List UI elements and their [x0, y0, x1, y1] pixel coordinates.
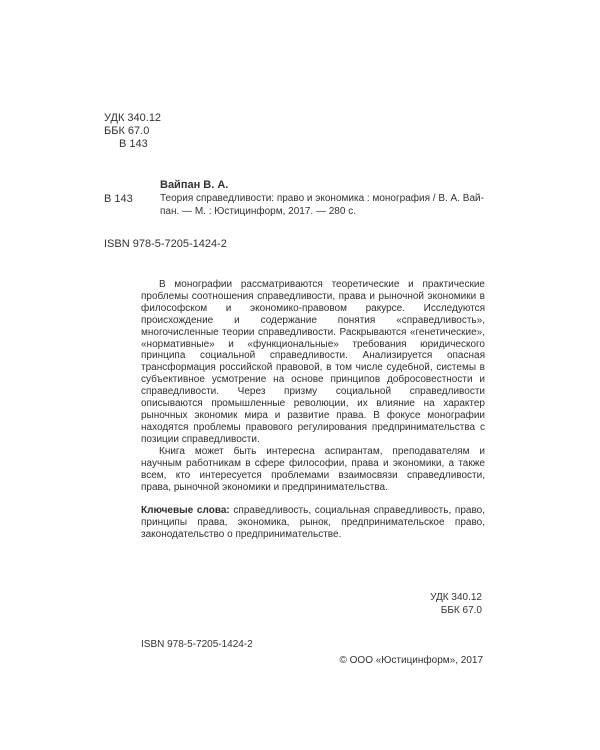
- abstract-paragraph: В монографии рассматриваются теоретические и практические проблемы соотношения справедливости, права и рыночной экономики в философском и экономико-правовом ракурсе. Исследуются происхождение и содержание понятия «справедливость», многочисленные теории справедливости. Раскрываются «генетические», «нормативные» и «функциональные» требования юридического принципа социальной справедливости. Анализируется опасная трансформация российской правовой, в том числе судебной, системы в субъективное усмотрение на основе принципов добросовестности и справедливости. Через призму социальной справедливости описываются промышленные революции, их влияние на характер рыночных экономик мира и развитие права. В фокусе монографии находятся проблемы правового регулирования предпринимательства с позиции справедливости.: [141, 279, 485, 445]
- keywords-text: справедливость, социальная справедливость, право, принципы права, экономика, рынок, предпринимательское право, законодательство о предпринимательстве.: [141, 505, 486, 540]
- keywords-label: Ключевые слова:: [141, 505, 230, 516]
- copyright-notice: © ООО «Юстицинформ», 2017: [339, 655, 483, 666]
- catalog-entry-line-2: пан. — М. : Юстицинформ, 2017. — 280 с.: [160, 206, 356, 217]
- author-mark: В 143: [119, 138, 148, 150]
- udk-code: УДК 340.12: [104, 112, 162, 124]
- keywords: [141, 505, 485, 541]
- author-name: Вайпан В. А.: [160, 179, 229, 191]
- catalog-author-mark: В 143: [104, 193, 133, 205]
- audience-paragraph: Книга может быть интересна аспирантам, преподавателям и научным работникам в сфере философии, права и экономики, а также всем, кто интересуется проблемами взаимосвязи справедливости, права, рыночной экономики и предпринимательства.: [141, 446, 485, 493]
- isbn-bottom: ISBN 978-5-7205-1424-2: [141, 639, 253, 650]
- isbn: ISBN 978-5-7205-1424-2: [104, 238, 227, 250]
- bbk-code-bottom: ББК 67.0: [440, 605, 482, 616]
- bbk-code: ББК 67.0: [104, 125, 150, 137]
- catalog-entry-line-1: Теория справедливости: право и экономика : монография / В. А. Вай-: [160, 193, 484, 204]
- udk-code-bottom: УДК 340.12: [430, 592, 482, 603]
